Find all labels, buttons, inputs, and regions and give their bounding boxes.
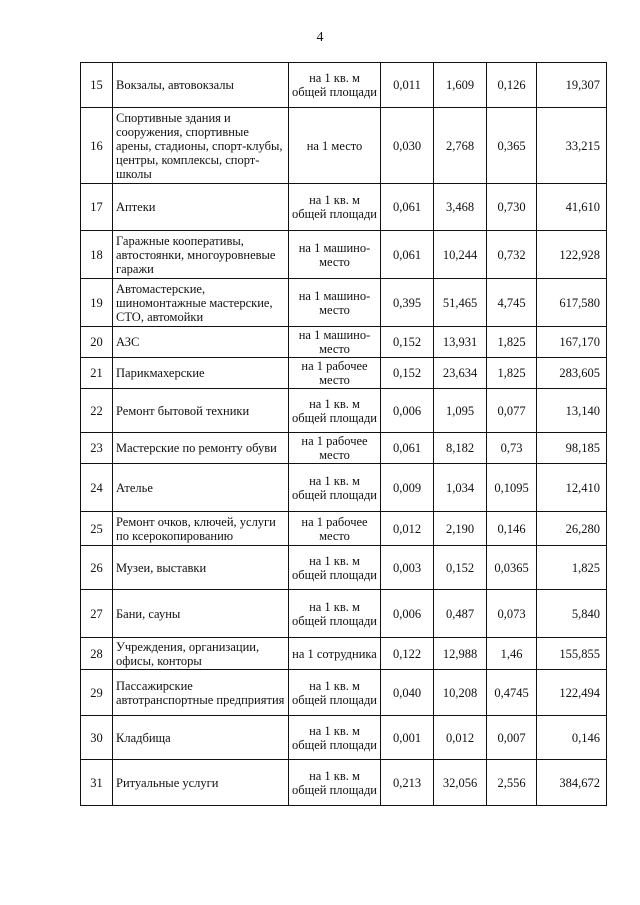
row-name: Музеи, выставки (113, 546, 289, 590)
row-value-2: 1,034 (434, 464, 487, 512)
row-unit: на 1 кв. м общей площади (289, 546, 381, 590)
row-unit: на 1 машино-место (289, 327, 381, 358)
row-value-4: 617,580 (537, 279, 607, 327)
table-row (81, 358, 607, 389)
table-row (81, 108, 607, 184)
row-value-2: 51,465 (434, 279, 487, 327)
row-value-4: 122,928 (537, 231, 607, 279)
row-number: 18 (81, 231, 113, 279)
row-value-3: 0,126 (487, 63, 537, 108)
row-value-2: 13,931 (434, 327, 487, 358)
row-value-1: 0,001 (381, 716, 434, 760)
row-value-1: 0,213 (381, 760, 434, 806)
row-value-2: 0,152 (434, 546, 487, 590)
row-number: 20 (81, 327, 113, 358)
row-value-3: 0,730 (487, 184, 537, 231)
table-row (81, 433, 607, 464)
row-unit: на 1 рабочее место (289, 512, 381, 546)
row-value-3: 0,1095 (487, 464, 537, 512)
row-name: Автомастерские, шиномонтажные мастерские, СТО, автомойки (113, 279, 289, 327)
row-name: Гаражные кооперативы, автостоянки, многоуровневые гаражи (113, 231, 289, 279)
row-number: 21 (81, 358, 113, 389)
row-value-3: 0,077 (487, 389, 537, 433)
row-name: АЗС (113, 327, 289, 358)
row-unit: на 1 кв. м общей площади (289, 184, 381, 231)
row-unit: на 1 кв. м общей площади (289, 590, 381, 638)
row-value-2: 32,056 (434, 760, 487, 806)
table-row (81, 638, 607, 670)
row-name: Вокзалы, автовокзалы (113, 63, 289, 108)
row-value-1: 0,061 (381, 433, 434, 464)
row-value-4: 26,280 (537, 512, 607, 546)
row-value-4: 0,146 (537, 716, 607, 760)
row-value-4: 98,185 (537, 433, 607, 464)
row-value-3: 0,073 (487, 590, 537, 638)
row-value-3: 0,0365 (487, 546, 537, 590)
row-number: 28 (81, 638, 113, 670)
row-name: Ателье (113, 464, 289, 512)
table-row (81, 327, 607, 358)
row-number: 16 (81, 108, 113, 184)
row-value-3: 0,4745 (487, 670, 537, 716)
row-name: Спортивные здания и сооружения, спортивные арены, стадионы, спорт-клубы, центры, комплексы, спорт-школы (113, 108, 289, 184)
row-value-3: 2,556 (487, 760, 537, 806)
row-name: Учреждения, организации, офисы, конторы (113, 638, 289, 670)
row-value-4: 1,825 (537, 546, 607, 590)
row-value-3: 1,825 (487, 358, 537, 389)
row-value-3: 0,365 (487, 108, 537, 184)
row-value-2: 2,768 (434, 108, 487, 184)
row-value-1: 0,012 (381, 512, 434, 546)
row-value-1: 0,030 (381, 108, 434, 184)
row-number: 19 (81, 279, 113, 327)
row-value-2: 23,634 (434, 358, 487, 389)
row-name: Ремонт очков, ключей, услуги по ксерокопированию (113, 512, 289, 546)
row-name: Бани, сауны (113, 590, 289, 638)
row-number: 27 (81, 590, 113, 638)
norms-table (80, 62, 607, 806)
row-value-4: 13,140 (537, 389, 607, 433)
row-value-2: 0,487 (434, 590, 487, 638)
row-unit: на 1 кв. м общей площади (289, 63, 381, 108)
row-name: Парикмахерские (113, 358, 289, 389)
row-value-2: 8,182 (434, 433, 487, 464)
row-value-1: 0,006 (381, 389, 434, 433)
table-row (81, 389, 607, 433)
row-value-4: 5,840 (537, 590, 607, 638)
row-value-3: 1,46 (487, 638, 537, 670)
row-value-1: 0,061 (381, 184, 434, 231)
row-value-3: 0,73 (487, 433, 537, 464)
row-name: Пассажирские автотранспортные предприятия (113, 670, 289, 716)
row-value-1: 0,061 (381, 231, 434, 279)
row-value-4: 155,855 (537, 638, 607, 670)
row-value-4: 122,494 (537, 670, 607, 716)
row-value-4: 19,307 (537, 63, 607, 108)
row-value-1: 0,122 (381, 638, 434, 670)
row-value-3: 1,825 (487, 327, 537, 358)
table-row (81, 716, 607, 760)
row-value-2: 10,244 (434, 231, 487, 279)
row-value-3: 0,732 (487, 231, 537, 279)
row-unit: на 1 кв. м общей площади (289, 760, 381, 806)
row-number: 15 (81, 63, 113, 108)
row-unit: на 1 кв. м общей площади (289, 464, 381, 512)
row-value-2: 1,609 (434, 63, 487, 108)
row-value-1: 0,395 (381, 279, 434, 327)
row-value-4: 12,410 (537, 464, 607, 512)
row-number: 26 (81, 546, 113, 590)
row-value-4: 41,610 (537, 184, 607, 231)
row-value-4: 283,605 (537, 358, 607, 389)
table-row (81, 590, 607, 638)
row-unit: на 1 кв. м общей площади (289, 670, 381, 716)
row-value-1: 0,152 (381, 327, 434, 358)
row-value-2: 2,190 (434, 512, 487, 546)
row-unit: на 1 рабочее место (289, 358, 381, 389)
row-value-4: 384,672 (537, 760, 607, 806)
row-number: 22 (81, 389, 113, 433)
row-value-3: 0,007 (487, 716, 537, 760)
row-unit: на 1 машино-место (289, 279, 381, 327)
table-row (81, 464, 607, 512)
row-name: Ремонт бытовой техники (113, 389, 289, 433)
row-value-1: 0,040 (381, 670, 434, 716)
row-value-1: 0,006 (381, 590, 434, 638)
row-number: 24 (81, 464, 113, 512)
norms-table-body (81, 63, 607, 806)
row-value-2: 12,988 (434, 638, 487, 670)
row-number: 30 (81, 716, 113, 760)
row-unit: на 1 кв. м общей площади (289, 389, 381, 433)
row-value-3: 4,745 (487, 279, 537, 327)
row-name: Кладбища (113, 716, 289, 760)
row-value-4: 33,215 (537, 108, 607, 184)
table-row (81, 184, 607, 231)
row-unit: на 1 сотрудника (289, 638, 381, 670)
row-unit: на 1 кв. м общей площади (289, 716, 381, 760)
row-name: Ритуальные услуги (113, 760, 289, 806)
row-unit: на 1 место (289, 108, 381, 184)
row-unit: на 1 рабочее место (289, 433, 381, 464)
table-row (81, 546, 607, 590)
row-number: 25 (81, 512, 113, 546)
row-value-1: 0,011 (381, 63, 434, 108)
row-value-2: 1,095 (434, 389, 487, 433)
row-name: Мастерские по ремонту обуви (113, 433, 289, 464)
table-row (81, 670, 607, 716)
row-value-2: 3,468 (434, 184, 487, 231)
table-row (81, 63, 607, 108)
row-value-1: 0,152 (381, 358, 434, 389)
row-value-3: 0,146 (487, 512, 537, 546)
row-value-4: 167,170 (537, 327, 607, 358)
row-name: Аптеки (113, 184, 289, 231)
row-number: 31 (81, 760, 113, 806)
table-row (81, 512, 607, 546)
table-row (81, 760, 607, 806)
row-number: 29 (81, 670, 113, 716)
row-value-2: 10,208 (434, 670, 487, 716)
table-row (81, 279, 607, 327)
row-unit: на 1 машино-место (289, 231, 381, 279)
row-value-2: 0,012 (434, 716, 487, 760)
row-number: 17 (81, 184, 113, 231)
table-row (81, 231, 607, 279)
row-value-1: 0,009 (381, 464, 434, 512)
row-value-1: 0,003 (381, 546, 434, 590)
row-number: 23 (81, 433, 113, 464)
page-number: 4 (316, 30, 324, 45)
